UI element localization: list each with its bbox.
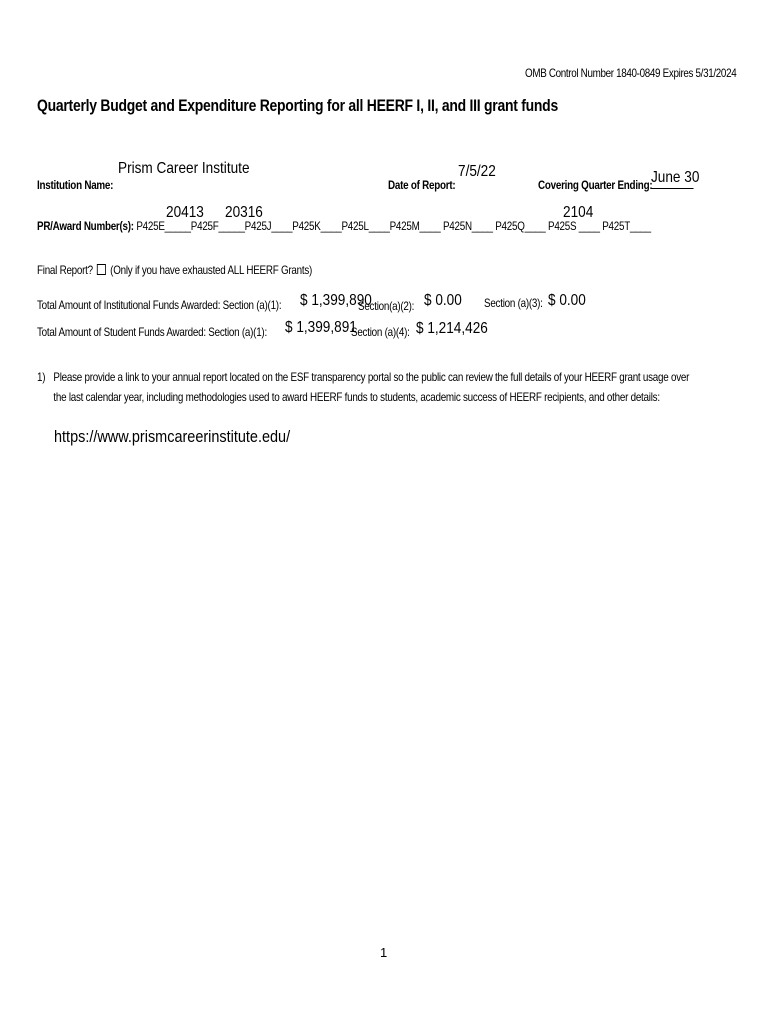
covering-quarter-value[interactable]: June 30 [651, 169, 694, 189]
award-q-value[interactable]: 2104 [563, 204, 594, 221]
award-f-value[interactable]: 20316 [225, 204, 263, 221]
date-of-report-value[interactable]: 7/5/22 [458, 163, 496, 180]
award-e-value[interactable]: 20413 [166, 204, 204, 221]
date-of-report-label: Date of Report: [388, 178, 456, 192]
covering-quarter-label: Covering Quarter Ending: [538, 178, 653, 192]
institution-name-value[interactable]: Prism Career Institute [118, 160, 250, 177]
final-report-checkbox[interactable] [97, 264, 106, 275]
page-title: Quarterly Budget and Expenditure Reporting for all HEERF I, II, and III grant funds [37, 96, 558, 115]
student-a1-value[interactable]: $ 1,399,891 [285, 319, 357, 336]
final-report-note: (Only if you have exhausted ALL HEERF Grants) [110, 263, 313, 277]
award-numbers-line [37, 219, 651, 233]
final-report-row [37, 263, 312, 277]
institutional-a3-label: Section (a)(3): [484, 296, 543, 310]
question-1 [37, 367, 734, 407]
question-1-answer-link[interactable]: https://www.prismcareerinstitute.edu/ [54, 427, 291, 446]
institutional-funds-label: Total Amount of Institutional Funds Awarded: Section (a)(1): [37, 298, 282, 312]
question-1-number: 1) [37, 370, 46, 384]
institution-name-label: Institution Name: [37, 178, 114, 192]
institutional-a1-value[interactable]: $ 1,399,890 [300, 292, 372, 309]
student-a4-label: Section (a)(4): [351, 325, 410, 339]
award-numbers-label: PR/Award Number(s): [37, 219, 134, 233]
final-report-label: Final Report? [37, 263, 93, 277]
omb-control-number: OMB Control Number 1840-0849 Expires 5/31/2024 [525, 66, 737, 80]
page-number: 1 [380, 945, 388, 960]
institutional-a3-value[interactable]: $ 0.00 [548, 292, 586, 309]
institutional-a2-value[interactable]: $ 0.00 [424, 292, 462, 309]
award-numbers-fields[interactable]: P425E_____P425F_____P425J____P425K____P425L____P425M____ P425N____ P425Q____ P425S ____ P425T____ [133, 219, 651, 233]
student-a4-value[interactable]: $ 1,214,426 [416, 320, 488, 337]
student-funds-label: Total Amount of Student Funds Awarded: Section (a)(1): [37, 325, 267, 339]
question-1-text-line1: Please provide a link to your annual report located on the ESF transparency portal so the public can review the full details of your HEERF grant usage over [53, 370, 690, 384]
question-1-text-line2: the last calendar year, including methodologies used to award HEERF funds to students, academic success of HEERF recipients, and other details: [53, 390, 660, 404]
institutional-a2-label: Section(a)(2): [358, 299, 415, 313]
